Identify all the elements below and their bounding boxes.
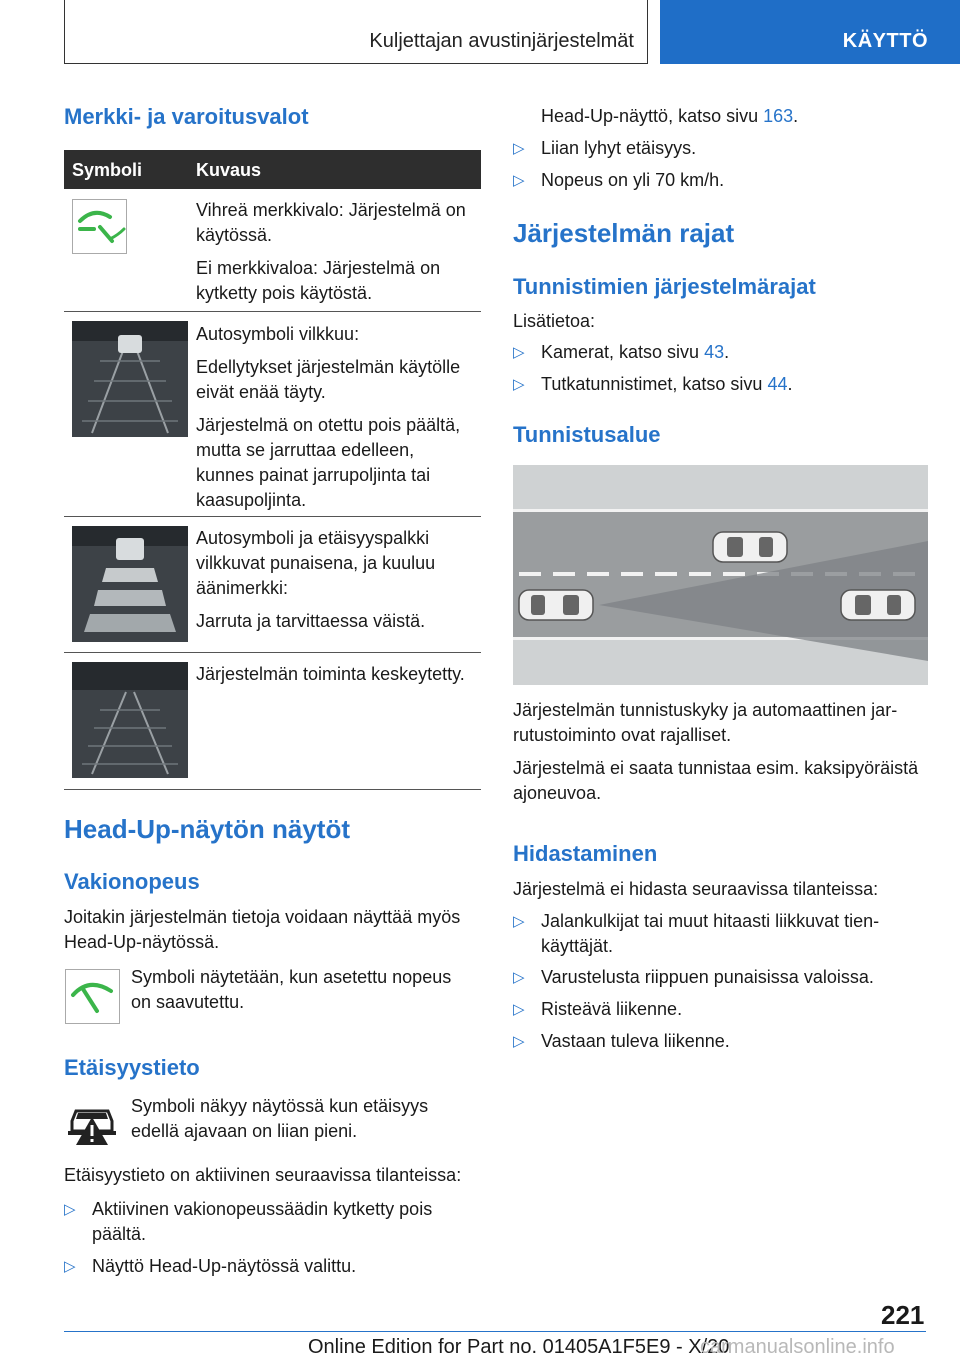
- distance-symbol-text: Symboli näkyy näytössä kun etäisyys edellä ajavaan on liian pieni.: [131, 1096, 429, 1141]
- bullet-icon: ▷: [513, 913, 525, 930]
- cruise-text: Joitakin järjestelmän tietoja voidaan näyttää myös Head-Up-näytössä.: [64, 907, 461, 952]
- footer-watermark: carmanualsonline.info: [700, 1336, 895, 1358]
- bullet-icon: ▷: [513, 376, 525, 393]
- table-row: [64, 189, 481, 312]
- signals-heading: Merkki- ja varoitusvalot: [64, 104, 309, 129]
- detection-text-2: Järjestelmä ei saata tunnistaa esim. kaksipyöräistä ajoneuvoa.: [513, 758, 919, 803]
- distance-warning-icon: [66, 1097, 118, 1149]
- sensor-heading: Tunnistimien järjestelmärajat: [513, 274, 816, 299]
- detection-text-1: Järjestelmän tunnistuskyky ja automaattinen jarrutustoiminto ovat rajalliset.: [513, 700, 898, 745]
- page-link-163[interactable]: 163: [763, 106, 794, 126]
- col-description: Kuvaus: [196, 160, 262, 180]
- detection-heading: Tunnistusalue: [513, 422, 661, 447]
- row2-line1: Autosymboli vilkkuu:: [196, 324, 360, 344]
- limits-heading: Järjestelmän rajat: [513, 218, 735, 248]
- bullet-icon: ▷: [513, 1033, 525, 1050]
- acc-green-indicator-icon: [72, 199, 127, 254]
- car-top-view-icon: [519, 590, 593, 620]
- col-symbol: Symboli: [72, 160, 143, 180]
- section-tab-label: KÄYTTÖ: [842, 30, 928, 52]
- more-info: Lisätietoa:: [513, 311, 596, 331]
- cruise-heading: Vakionopeus: [64, 869, 200, 894]
- chapter-title: Kuljettajan avustinjärjestelmät: [369, 30, 634, 52]
- page-number: 221: [881, 1300, 925, 1330]
- table-row: [64, 653, 481, 790]
- section-tab[interactable]: [660, 0, 960, 64]
- car-top-view-icon: [713, 532, 787, 562]
- bullet-icon: ▷: [513, 140, 525, 157]
- page-link-44[interactable]: 44: [767, 374, 788, 394]
- distance-active-text: Etäisyystieto on aktiivinen seuraavissa tilanteissa:: [64, 1165, 462, 1185]
- hud-continuation: Head-Up-näyttö, katso sivu 163.: [541, 106, 799, 126]
- table-row: [64, 312, 481, 517]
- slowing-text: Järjestelmä ei hidasta seuraavissa tilanteissa:: [513, 879, 879, 899]
- slowing-heading: Hidastaminen: [513, 841, 658, 866]
- footer-divider: [64, 1331, 926, 1332]
- row4-line1: Järjestelmän toiminta keskeytetty.: [196, 664, 465, 684]
- bullet-icon: ▷: [513, 344, 525, 361]
- bullet-icon: ▷: [64, 1258, 76, 1275]
- table-row: [64, 517, 481, 653]
- distance-heading: Etäisyystieto: [64, 1055, 200, 1080]
- row3-line2: Jarruta ja tarvittaessa väistä.: [196, 611, 426, 631]
- footer-edition: Online Edition for Part no. 01405A1F5E9 - X/20: [308, 1336, 730, 1358]
- hud-heading: Head-Up-näytön näytöt: [64, 814, 350, 844]
- bullet-icon: ▷: [513, 172, 525, 189]
- bullet-icon: ▷: [64, 1201, 76, 1218]
- row2-line2: Edellytykset järjestelmän käytölle eivät enää täyty.: [196, 357, 461, 402]
- cruise-symbol-text: Symboli näytetään, kun asetettu nopeus on saavutettu.: [131, 967, 452, 1012]
- system-interrupted-icon: [72, 662, 188, 778]
- row1-line1: Vihreä merkkivalo: Järjestelmä on käytössä.: [196, 200, 466, 245]
- car-top-view-icon: [841, 590, 915, 620]
- table-header: [64, 150, 481, 189]
- page-link-43[interactable]: 43: [704, 342, 725, 362]
- signals-table: [64, 150, 481, 790]
- car-distance-bar-icon: [72, 526, 188, 642]
- speed-reached-icon: [65, 969, 120, 1024]
- row2-line3: Järjestelmä on otettu pois päältä, mutta se jarruttaa edelleen, kunnes painat jarrupoljinta tai kaasupoljinta.: [196, 415, 461, 510]
- bullet-icon: ▷: [513, 969, 525, 986]
- detection-range-illustration: [513, 465, 928, 685]
- row3-line1: Autosymboli ja etäisyyspalkki vilkkuvat punaisena, ja kuuluu äänimerkki:: [196, 528, 436, 598]
- row1-line2: Ei merkkivaloa: Järjestelmä on kytketty pois käytöstä.: [196, 258, 441, 303]
- car-flashing-icon: [72, 321, 188, 437]
- bullet-icon: ▷: [513, 1001, 525, 1018]
